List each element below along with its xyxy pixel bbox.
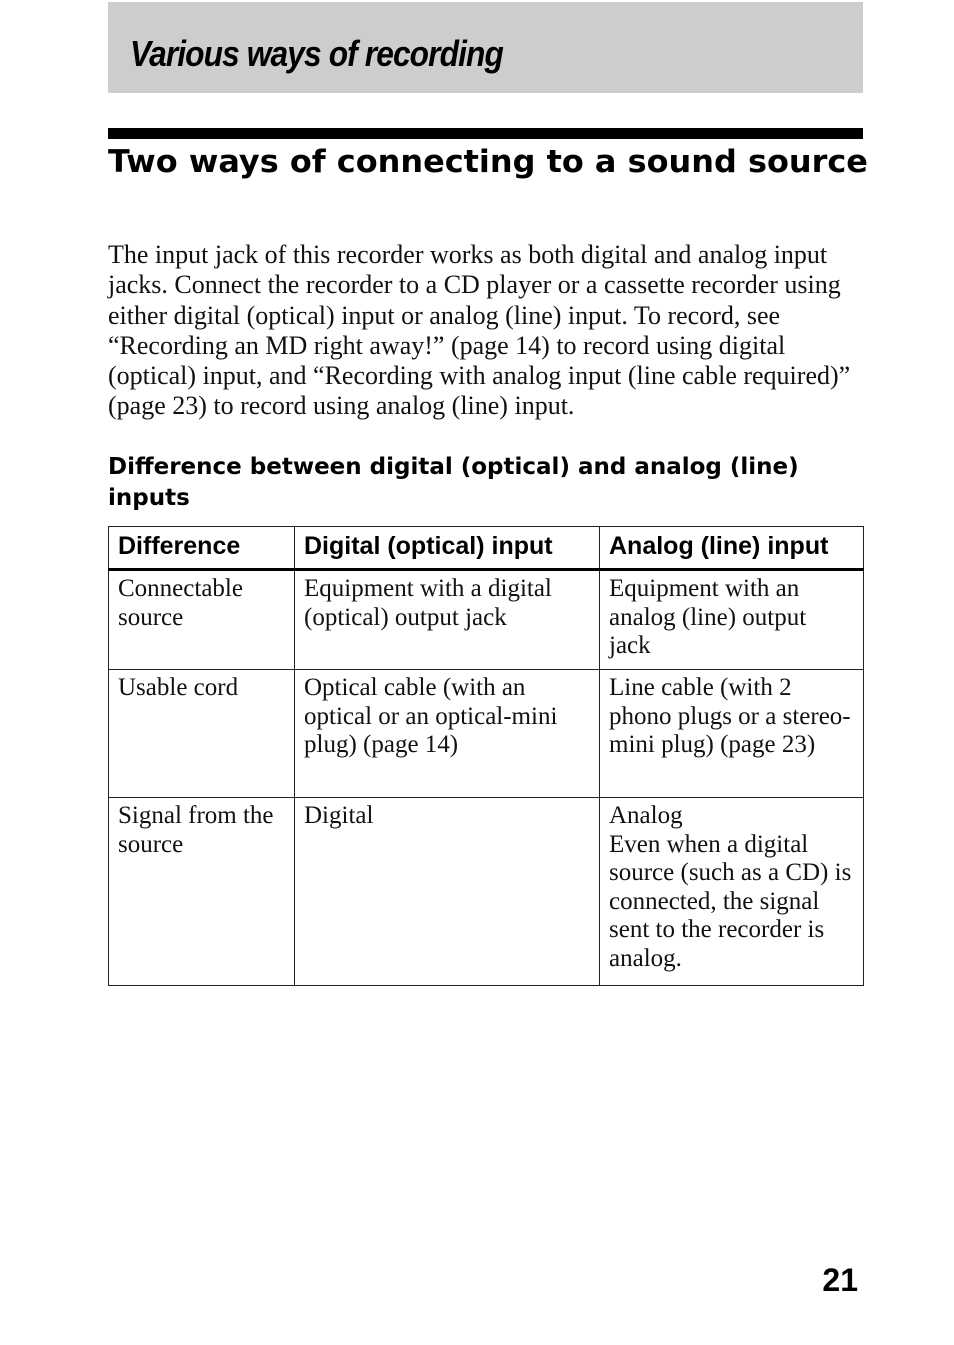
cell-analog-note: Even when a digital source (such as a CD) is connected, the signal sent to the recorder is analog. — [609, 830, 852, 972]
column-header-analog: Analog (line) input — [600, 527, 864, 570]
cell-difference: Connectable source — [109, 570, 295, 670]
table-row — [109, 798, 864, 986]
cell-digital: Optical cable (with an optical or an optical-mini plug) (page 14) — [295, 670, 600, 798]
heading-rule — [108, 128, 863, 139]
cell-analog-value: Analog — [609, 802, 683, 829]
cell-difference: Usable cord — [109, 670, 295, 798]
section-title: Various ways of recording — [130, 33, 503, 74]
cell-analog: Line cable (with 2 phono plugs or a stereo-mini plug) (page 23) — [600, 670, 864, 798]
page-number: 21 — [822, 1262, 858, 1298]
table-row — [109, 570, 864, 670]
page-heading: Two ways of connecting to a sound source — [108, 144, 868, 180]
cell-analog: Equipment with an analog (line) output jack — [600, 570, 864, 670]
column-header-difference: Difference — [109, 527, 295, 570]
cell-digital: Digital — [295, 798, 600, 986]
table-row — [109, 670, 864, 798]
table-header-row — [109, 527, 864, 570]
cell-difference: Signal from the source — [109, 798, 295, 986]
cell-analog — [600, 798, 864, 986]
cell-digital: Equipment with a digital (optical) output jack — [295, 570, 600, 670]
comparison-table — [108, 526, 864, 986]
table-heading: Difference between digital (optical) and analog (line) inputs — [108, 454, 799, 511]
section-banner — [108, 2, 863, 93]
intro-paragraph: The input jack of this recorder works as both digital and analog input jacks. Connect the recorder to a CD player or a cassette recorder using either digital (optical) input or analog (line) input. To record, see “Recording an MD right away!” (page 14) to record using digital (optical) input, and “Recording with analog input (line cable required)” (page 23) to record using analog (line) input. — [108, 240, 851, 421]
column-header-digital: Digital (optical) input — [295, 527, 600, 570]
